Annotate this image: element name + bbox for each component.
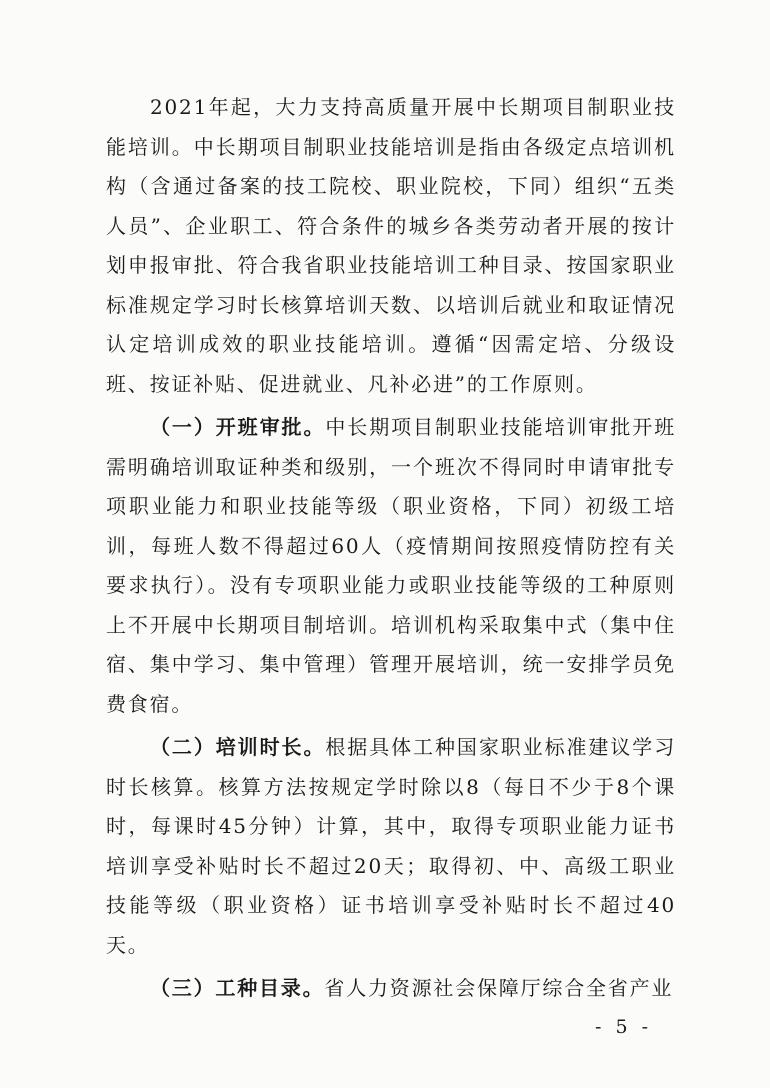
document-body [106,88,676,1009]
paragraph-training-duration [106,728,676,965]
paragraph-intro [106,88,676,404]
paragraph-occupation-catalog [106,969,676,1009]
section-heading-class-approval: （一）开班审批。 [150,415,326,439]
paragraph-text: 2021年起，大力支持高质量开展中长期项目制职业技能培训。中长期项目制职业技能培训是指由各级定点培训机构（含通过备案的技工院校、职业院校，下同）组织“五类人员”、企业职工、符合条件的城乡各类劳动者开展的按计划申报审批、符合我省职业技能培训工种目录、按国家职业标准规定学习时长核算培训天数、以培训后就业和取证情况认定培训成效的职业技能培训。遵循“因需定培、分级设班、按证补贴、促进就业、凡补必进”的工作原则。 [106,95,676,396]
section-heading-occupation-catalog: （三）工种目录。 [150,976,325,1000]
section-heading-training-duration: （二）培训时长。 [150,735,326,759]
paragraph-class-approval [106,408,676,724]
paragraph-text: 根据具体工种国家职业标准建议学习时长核算。核算方法按规定学时除以8（每日不少于8个课时，每课时45分钟）计算，其中，取得专项职业能力证书培训享受补贴时长不超过20天；取得初、中、高级工职业技能等级（职业资格）证书培训享受补贴时长不超过40天。 [106,735,676,957]
paragraph-text: 省人力资源社会保障厅综合全省产业 [324,976,674,1000]
page-number: - 5 - [594,1016,652,1038]
paragraph-text: 中长期项目制职业技能培训审批开班需明确培训取证种类和级别，一个班次不得同时申请审批专项职业能力和职业技能等级（职业资格，下同）初级工培训，每班人数不得超过60人（疫情期间按照疫情防控有关要求执行）。没有专项职业能力或职业技能等级的工种原则上不开展中长期项目制培训。培训机构采取集中式（集中住宿、集中学习、集中管理）管理开展培训，统一安排学员免费食宿。 [106,415,676,716]
